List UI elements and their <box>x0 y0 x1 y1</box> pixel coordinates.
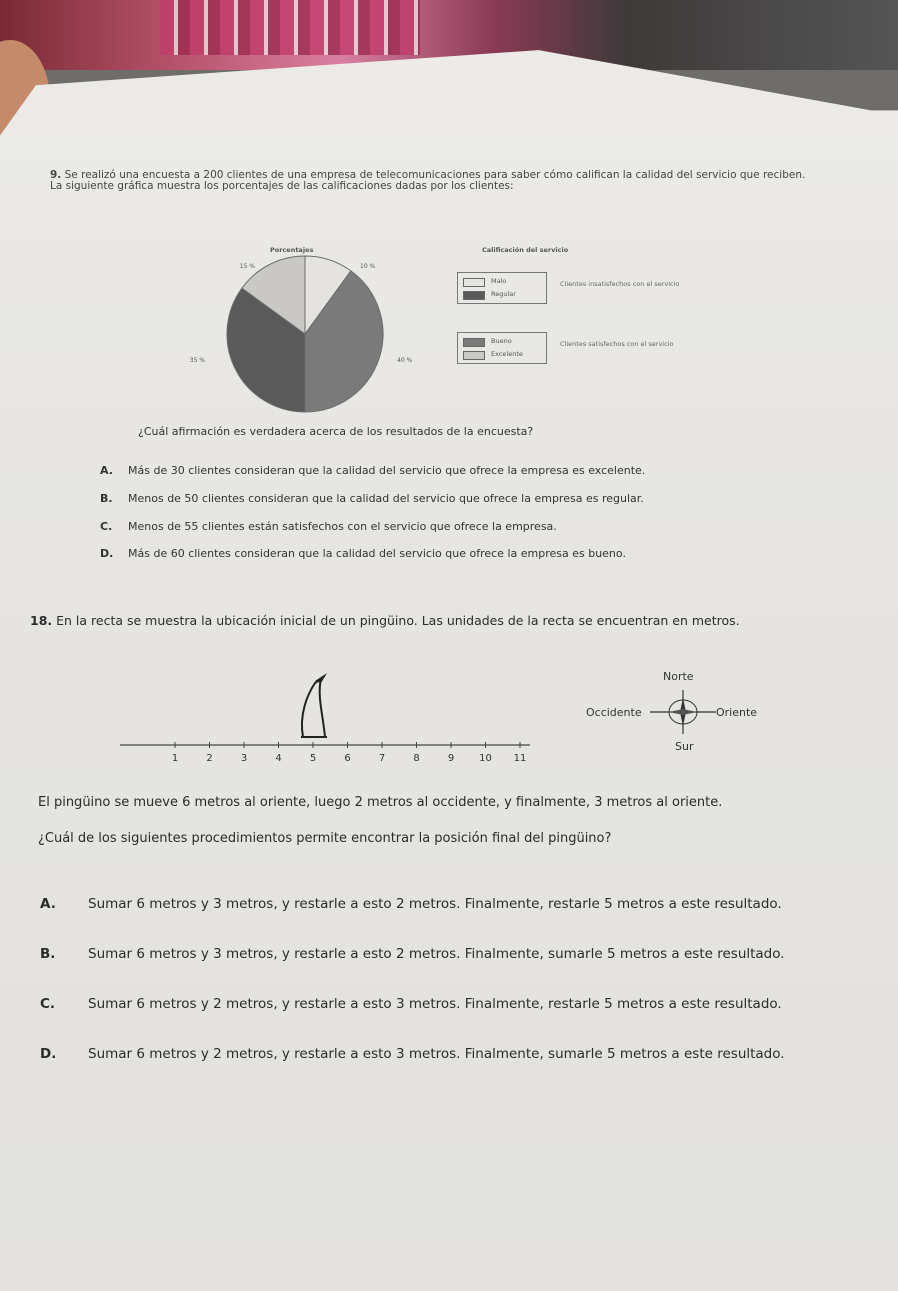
penguin-head <box>315 673 327 683</box>
legend-swatch-regular <box>463 291 485 300</box>
legend-caption-satisfechos: Clientes satisfechos con el servicio <box>560 340 674 348</box>
q9-option-c-text: Menos de 55 clientes están satisfechos con el servicio que ofrece la empresa. <box>128 520 557 533</box>
tick-label: 11 <box>513 753 527 764</box>
pie-chart <box>180 252 413 412</box>
legend-label-malo: Malo <box>491 277 507 285</box>
q9-option-d-letter: D. <box>100 547 114 560</box>
q9-text: Se realizó una encuesta a 200 clientes de una empresa de telecomunicaciones para saber cómo califican la calidad del servicio que reciben. La siguiente gráfica muestra los porcentajes de las calificaciones dadas por los clientes: <box>50 169 806 192</box>
q18-statement <box>30 613 880 628</box>
tick-label: 4 <box>275 753 282 764</box>
pie-label-malo: 10 % <box>360 263 376 270</box>
compass-north: Norte <box>663 670 694 683</box>
q9-option-d-text: Más de 60 clientes consideran que la calidad del servicio que ofrece la empresa es bueno. <box>128 547 626 560</box>
tick-label: 1 <box>171 753 179 764</box>
tick-label: 2 <box>206 753 213 764</box>
q18-option-a[interactable] <box>40 896 890 912</box>
compass-south: Sur <box>675 740 694 753</box>
q18-option-a-letter: A. <box>40 896 56 912</box>
q9-question: ¿Cuál afirmación es verdadera acerca de los resultados de la encuesta? <box>138 425 534 438</box>
q18-number: 18. <box>30 613 53 628</box>
q18-option-c[interactable] <box>40 996 890 1012</box>
compass-east: Oriente <box>716 706 758 719</box>
background-stripes <box>160 0 420 55</box>
q18-option-d-text: Sumar 6 metros y 2 metros, y restarle a esto 3 metros. Finalmente, sumarle 5 metros a este resultado. <box>88 1046 785 1062</box>
pie-label-excelente: 15 % <box>239 263 255 270</box>
q9-option-b-text: Menos de 50 clientes consideran que la calidad del servicio que ofrece la empresa es regular. <box>128 492 644 505</box>
legend-box-satisfechos <box>457 332 547 364</box>
legend-caption-insatisfechos: Clientes insatisfechos con el servicio <box>560 280 680 288</box>
q18-option-b-letter: B. <box>40 946 56 962</box>
paper-sheet <box>0 35 898 1291</box>
q18-option-c-letter: C. <box>40 996 56 1012</box>
compass-rose-icon <box>648 686 718 738</box>
chart-title: Porcentajes <box>270 246 314 254</box>
tick-label: 8 <box>413 753 420 764</box>
q9-option-b[interactable] <box>100 492 860 505</box>
tick-label: 10 <box>479 753 492 764</box>
q18-option-b-text: Sumar 6 metros y 3 metros, y restarle a esto 2 metros. Finalmente, sumarle 5 metros a este resultado. <box>88 946 785 962</box>
q18-text: En la recta se muestra la ubicación inicial de un pingüino. Las unidades de la recta se encuentran en metros. <box>56 613 740 628</box>
q18-option-c-text: Sumar 6 metros y 2 metros, y restarle a esto 3 metros. Finalmente, restarle 5 metros a este resultado. <box>88 996 782 1012</box>
q9-option-a[interactable] <box>100 464 860 477</box>
legend-title: Calificación del servicio <box>482 246 569 254</box>
pie-label-regular: 35 % <box>189 357 205 364</box>
tick-label: 9 <box>447 753 455 764</box>
penguin-figure <box>301 673 327 737</box>
q9-option-a-letter: A. <box>100 464 113 477</box>
q9-statement <box>50 170 810 192</box>
q9-option-b-letter: B. <box>100 492 113 505</box>
q18-question: ¿Cuál de los siguientes procedimientos permite encontrar la posición final del pingüino? <box>38 831 612 846</box>
q9-option-c[interactable] <box>100 520 860 533</box>
q9-option-c-letter: C. <box>100 520 113 533</box>
q9-option-a-text: Más de 30 clientes consideran que la calidad del servicio que ofrece la empresa es excelente. <box>128 464 646 477</box>
legend-swatch-bueno <box>463 338 485 347</box>
legend-label-regular: Regular <box>491 290 516 298</box>
tick-label: 3 <box>240 753 248 764</box>
legend-swatch-malo <box>463 278 485 287</box>
tick-label: 6 <box>344 753 351 764</box>
compass-west: Occidente <box>586 706 642 719</box>
legend-label-excelente: Excelente <box>491 350 523 358</box>
q18-option-d-letter: D. <box>40 1046 57 1062</box>
q18-option-d[interactable] <box>40 1046 890 1062</box>
q18-option-a-text: Sumar 6 metros y 3 metros, y restarle a esto 2 metros. Finalmente, restarle 5 metros a este resultado. <box>88 896 782 912</box>
penguin-body <box>302 679 325 737</box>
q9-option-d[interactable] <box>100 547 860 560</box>
tick-label: 7 <box>378 753 386 764</box>
legend-swatch-excelente <box>463 351 485 360</box>
q9-number: 9. <box>50 169 62 181</box>
legend-label-bueno: Bueno <box>491 337 512 345</box>
legend-box-insatisfechos <box>457 272 547 304</box>
q18-option-b[interactable] <box>40 946 890 962</box>
tick-label: 5 <box>309 753 317 764</box>
pie-label-bueno: 40 % <box>397 357 413 364</box>
number-line <box>110 665 540 775</box>
q18-movement-statement: El pingüino se mueve 6 metros al oriente, luego 2 metros al occidente, y finalmente, 3 metros al oriente. <box>38 795 723 810</box>
